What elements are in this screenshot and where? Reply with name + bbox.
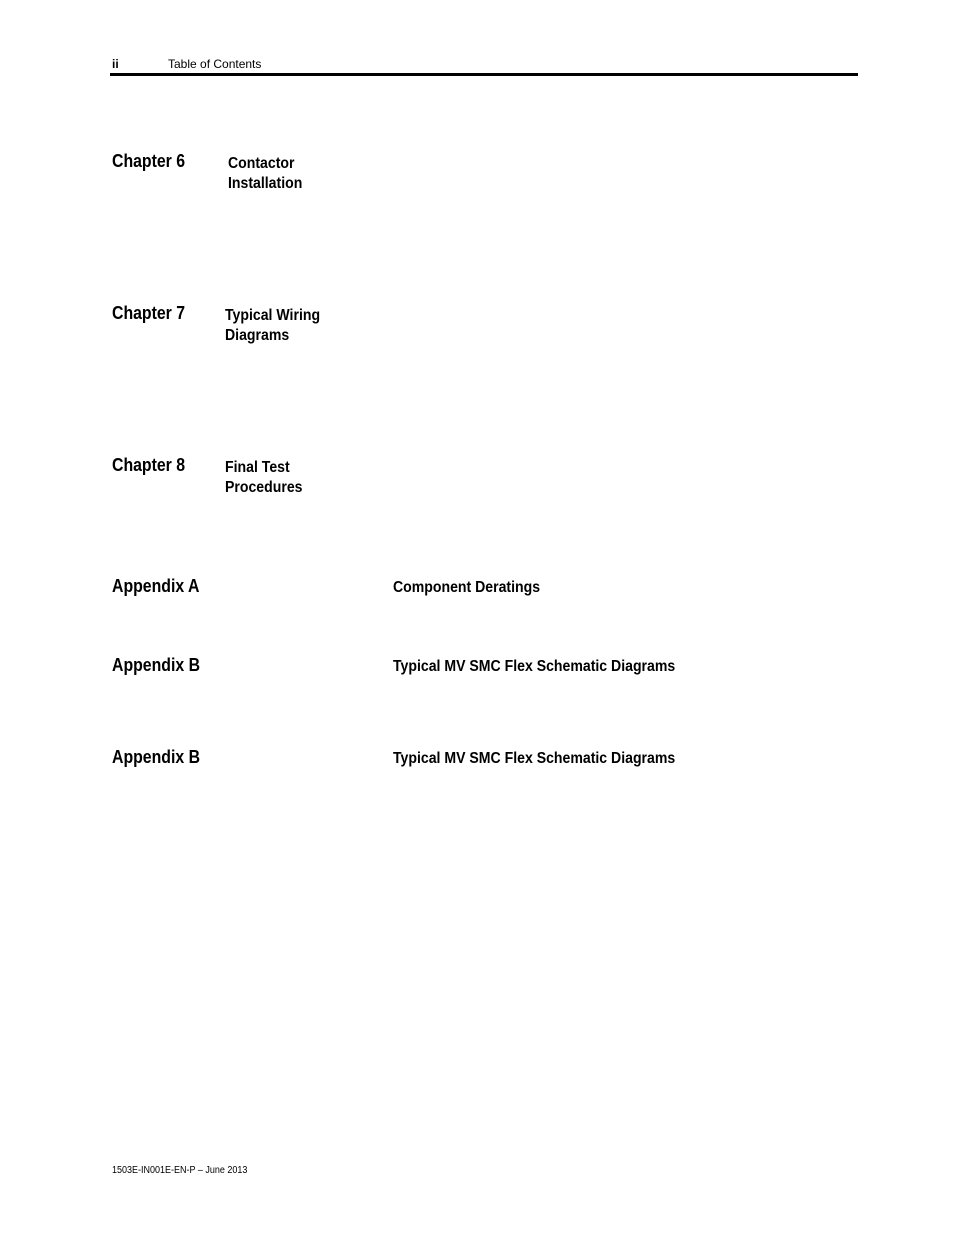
toc-label-chapter-7[interactable]: Chapter 7	[112, 303, 186, 323]
toc-title-appendix-b-2[interactable]: Typical MV SMC Flex Schematic Diagrams	[393, 750, 676, 767]
page-footer: 1503E-IN001E-EN-P – June 2013	[112, 1165, 248, 1176]
toc-title-line: Contactor	[228, 155, 295, 172]
toc-title-line: Typical Wiring	[225, 307, 321, 324]
toc-label-chapter-6[interactable]: Chapter 6	[112, 151, 186, 171]
toc-title-chapter-8[interactable]	[225, 458, 302, 498]
header-section-title: Table of Contents	[168, 57, 262, 71]
toc-title-line: Procedures	[225, 479, 303, 496]
toc-title-appendix-a[interactable]: Component Deratings	[393, 579, 541, 596]
header-rule	[110, 73, 858, 76]
toc-title-chapter-7[interactable]	[225, 306, 320, 346]
toc-title-line: Diagrams	[225, 327, 290, 344]
toc-title-line: Final Test	[225, 459, 290, 476]
toc-title-line: Installation	[228, 175, 303, 192]
header-page-number: ii	[112, 57, 119, 71]
toc-title-appendix-b[interactable]: Typical MV SMC Flex Schematic Diagrams	[393, 658, 676, 675]
toc-label-chapter-8[interactable]: Chapter 8	[112, 455, 186, 475]
toc-label-appendix-a[interactable]: Appendix A	[112, 576, 200, 596]
toc-title-chapter-6[interactable]	[228, 154, 302, 194]
toc-label-appendix-b-2[interactable]: Appendix B	[112, 747, 201, 767]
toc-label-appendix-b[interactable]: Appendix B	[112, 655, 201, 675]
